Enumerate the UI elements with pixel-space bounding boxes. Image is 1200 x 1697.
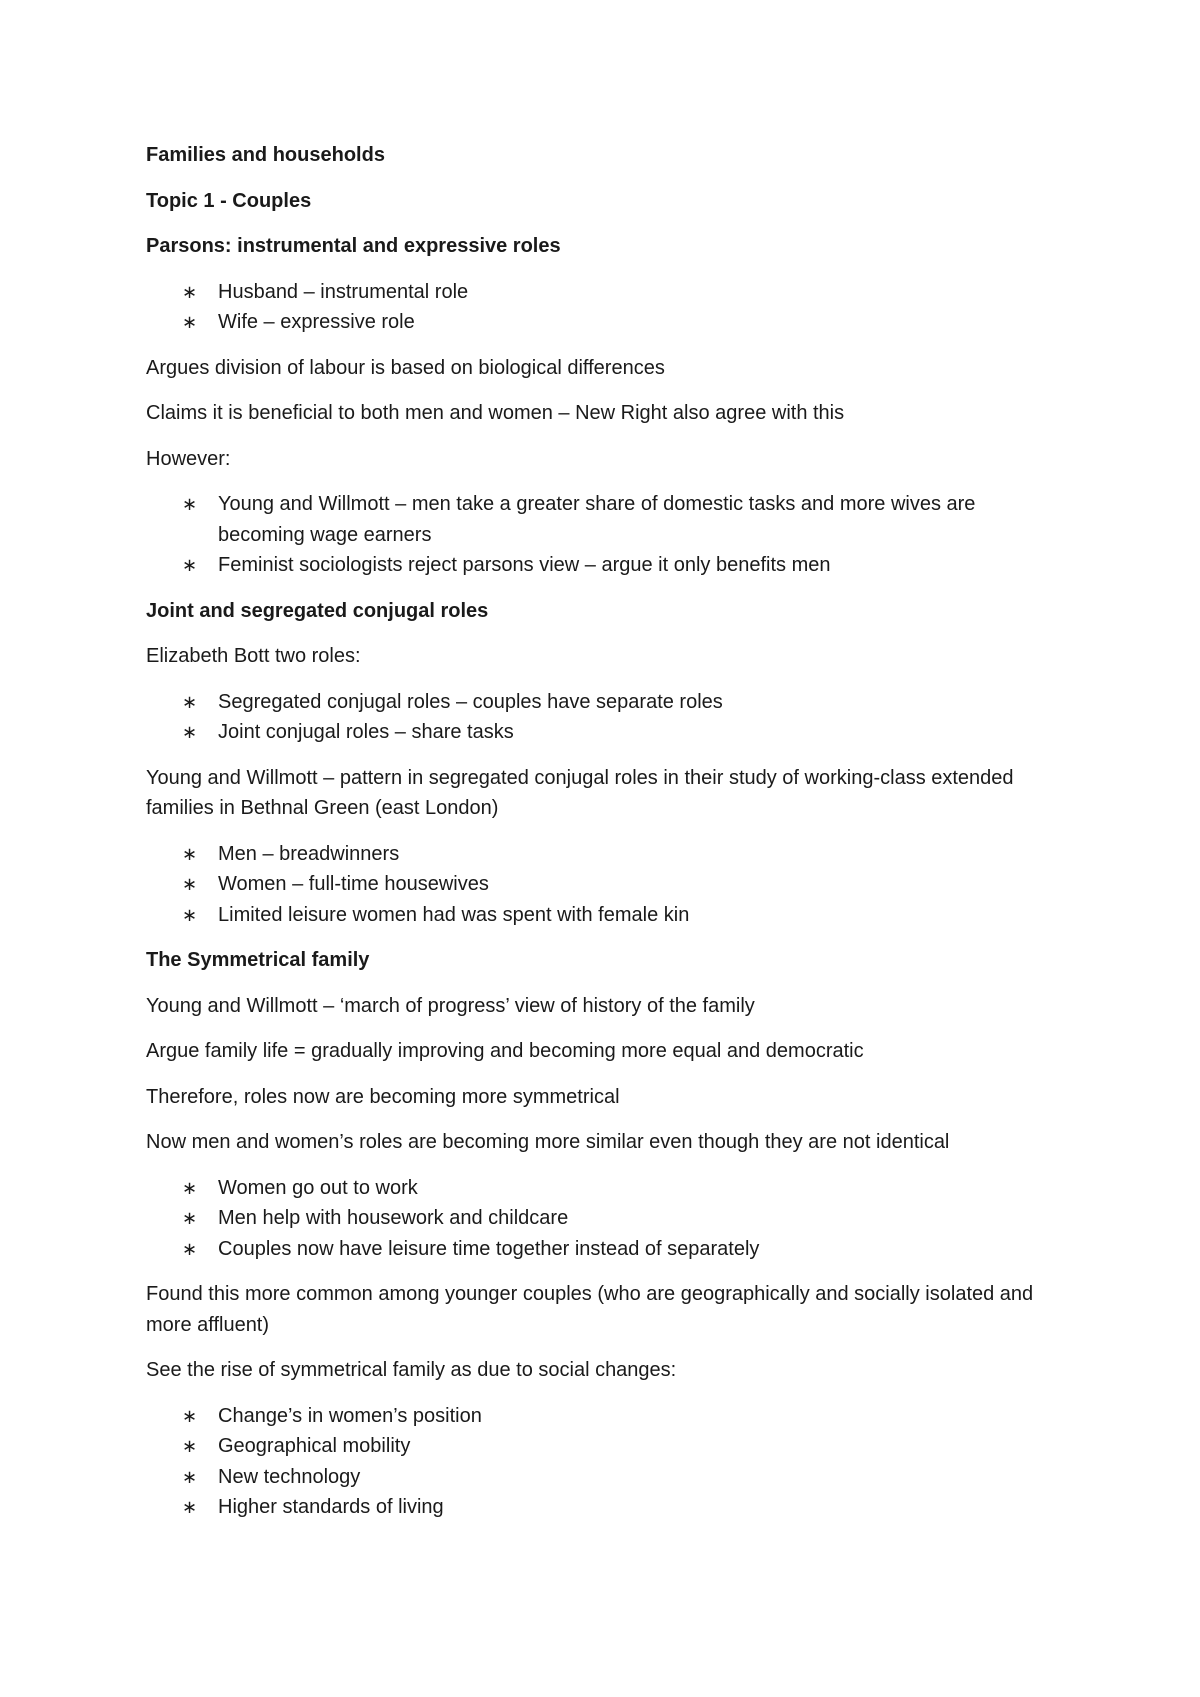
bullet-glyph: ∗ bbox=[182, 843, 198, 864]
bullet-glyph: ∗ bbox=[182, 555, 198, 575]
paragraph: Elizabeth Bott two roles: bbox=[146, 645, 361, 667]
list-item: ∗ Segregated conjugal roles – couples have separate roles bbox=[146, 687, 1066, 718]
bullet-list-bott-roles bbox=[146, 687, 1066, 748]
document-page bbox=[146, 140, 1066, 1538]
topic-heading: Topic 1 - Couples bbox=[146, 189, 312, 212]
paragraph: Found this more common among younger couples (who are geographically and socially isolated and more affluent) bbox=[146, 1283, 1034, 1336]
paragraph: Therefore, roles now are becoming more symmetrical bbox=[146, 1085, 620, 1108]
bullet-glyph: ∗ bbox=[182, 1497, 198, 1517]
list-item: ∗ Limited leisure women had was spent with female kin bbox=[146, 900, 1066, 931]
list-item: ∗ Wife – expressive role bbox=[146, 307, 1066, 338]
paragraph: Young and Willmott – ‘march of progress’ view of history of the family bbox=[146, 994, 755, 1017]
bullet-glyph: ∗ bbox=[182, 1436, 198, 1456]
list-item: ∗ Women – full-time housewives bbox=[146, 869, 1066, 900]
bullet-glyph: ∗ bbox=[182, 691, 198, 712]
paragraph: Argue family life = gradually improving and becoming more equal and democratic bbox=[146, 1040, 864, 1062]
list-item: ∗ Young and Willmott – men take a greater share of domestic tasks and more wives are becoming wage earners bbox=[146, 489, 1066, 550]
bullet-list-roles bbox=[146, 277, 1066, 338]
list-item: ∗ Joint conjugal roles – share tasks bbox=[146, 717, 1066, 748]
bullet-glyph: ∗ bbox=[182, 494, 198, 514]
bullet-glyph: ∗ bbox=[182, 1405, 198, 1426]
bullet-list-however bbox=[146, 489, 1066, 581]
list-item: ∗ Feminist sociologists reject parsons view – argue it only benefits men bbox=[146, 550, 1066, 581]
bullet-glyph: ∗ bbox=[182, 722, 198, 742]
bullet-glyph: ∗ bbox=[182, 1238, 198, 1259]
list-item: ∗ Couples now have leisure time together instead of separately bbox=[146, 1234, 1066, 1265]
paragraph: See the rise of symmetrical family as due to social changes: bbox=[146, 1359, 677, 1381]
list-item: ∗ Men help with housework and childcare bbox=[146, 1203, 1066, 1234]
bullet-glyph: ∗ bbox=[182, 281, 198, 302]
list-item: ∗ New technology bbox=[146, 1462, 1066, 1493]
bullet-glyph: ∗ bbox=[182, 1177, 198, 1198]
section-heading-parsons: Parsons: instrumental and expressive roles bbox=[146, 235, 561, 257]
list-item: ∗ Geographical mobility bbox=[146, 1431, 1066, 1462]
bullet-glyph: ∗ bbox=[182, 1466, 198, 1487]
paragraph: Now men and women’s roles are becoming more similar even though they are not identical bbox=[146, 1131, 950, 1153]
section-heading-conjugal-roles: Joint and segregated conjugal roles bbox=[146, 599, 489, 622]
list-item: ∗ Men – breadwinners bbox=[146, 839, 1066, 870]
bullet-glyph: ∗ bbox=[182, 1208, 198, 1228]
list-item: ∗ Husband – instrumental role bbox=[146, 277, 1066, 308]
bullet-list-social-changes bbox=[146, 1401, 1066, 1523]
bullet-list-symmetrical bbox=[146, 1173, 1066, 1265]
bullet-glyph: ∗ bbox=[182, 312, 198, 332]
document-title: Families and households bbox=[146, 144, 385, 166]
paragraph: Claims it is beneficial to both men and women – New Right also agree with this bbox=[146, 402, 845, 424]
section-heading-symmetrical-family: The Symmetrical family bbox=[146, 949, 370, 971]
paragraph: Young and Willmott – pattern in segregated conjugal roles in their study of working-class extended families in Bethnal Green (east London) bbox=[146, 766, 1014, 819]
paragraph: Argues division of labour is based on biological differences bbox=[146, 356, 665, 379]
bullet-list-bethnal-green bbox=[146, 839, 1066, 931]
list-item: ∗ Higher standards of living bbox=[146, 1492, 1066, 1523]
list-item: ∗ Change’s in women’s position bbox=[146, 1401, 1066, 1432]
bullet-glyph: ∗ bbox=[182, 904, 198, 925]
bullet-glyph: ∗ bbox=[182, 874, 198, 894]
paragraph: However: bbox=[146, 447, 231, 470]
list-item: ∗ Women go out to work bbox=[146, 1173, 1066, 1204]
